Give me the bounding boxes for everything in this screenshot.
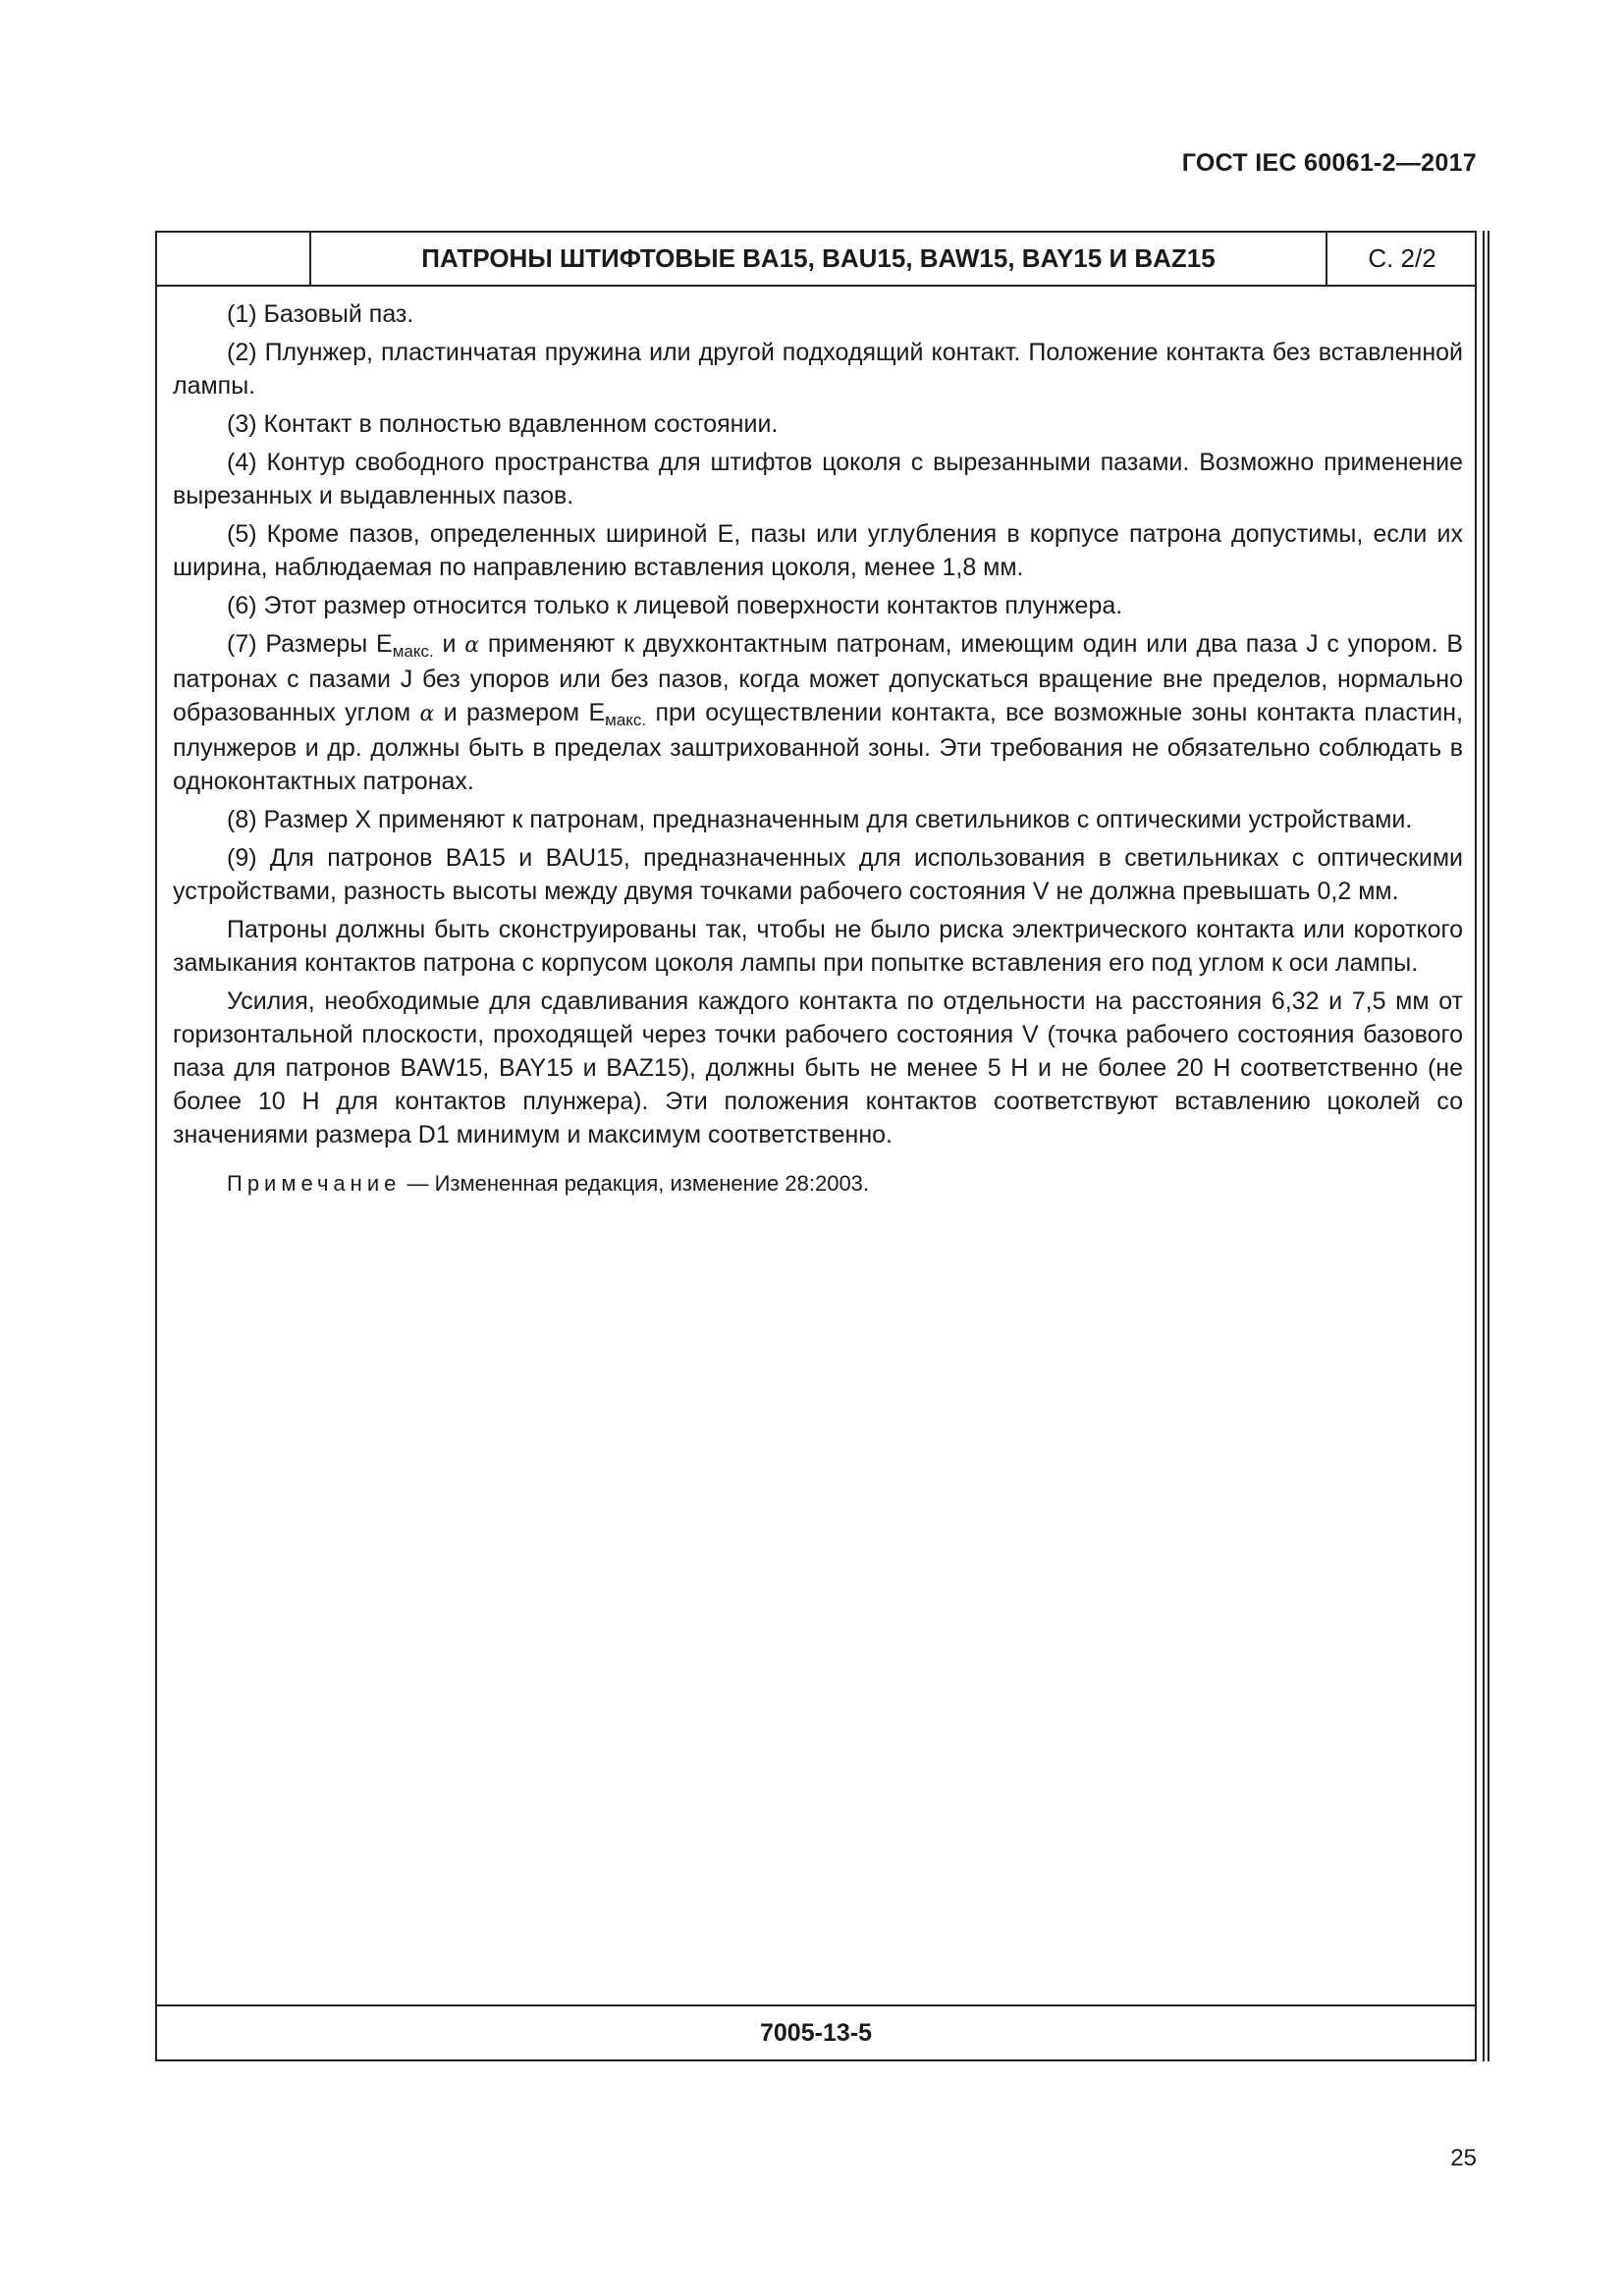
- alpha-symbol: α: [419, 702, 435, 726]
- p7-text-5: при осуществлении контакта, все возможные зоны контакта пластин, плунжеров и др. должны быть в пределах заштрихованной зоны. Эти требования не обязательно соблюдать в одноконтактных патронах.: [173, 699, 1463, 795]
- paragraph-3: (3) Контакт в полностью вдавленном состоянии.: [227, 410, 779, 438]
- note: [173, 1167, 1463, 1201]
- alpha-symbol: α: [464, 633, 480, 658]
- paragraph-2: (2) Плунжер, пластинчатая пружина или другой подходящий контакт. Положение контакта без вставленной лампы.: [173, 339, 1463, 400]
- sheet-body: [173, 297, 1463, 1201]
- document-code: ГОСТ IEC 60061-2—2017: [1181, 149, 1477, 177]
- sheet-edge-line: [1483, 231, 1485, 2061]
- paragraph-1: (1) Базовый паз.: [227, 300, 414, 328]
- page-number: 25: [1450, 2145, 1477, 2171]
- paragraph-10: Патроны должны быть сконструированы так, чтобы не было риска электрического контакта или короткого замыкания контактов патрона с корпусом цоколя лампы при попытке вставления его под углом к оси лампы.: [173, 916, 1463, 977]
- p7-text-4: и размером E: [434, 699, 606, 726]
- header-blank-cell: [157, 233, 311, 285]
- note-label: Примечание: [227, 1171, 402, 1196]
- sheet-title: ПАТРОНЫ ШТИФТОВЫЕ BA15, BAU15, BAW15, BAY15 И BAZ15: [311, 233, 1327, 285]
- note-text: — Измененная редакция, изменение 28:2003.: [401, 1171, 870, 1196]
- paragraph-5: (5) Кроме пазов, определенных шириной E, пазы или углубления в корпусе патрона допустимы, если их ширина, наблюдаемая по направлению вставления цоколя, менее 1,8 мм.: [173, 520, 1463, 581]
- standard-sheet: [155, 231, 1477, 2061]
- paragraph-9: (9) Для патронов BA15 и BAU15, предназначенных для использования в светильниках с оптическими устройствами, разность высоты между двумя точками рабочего состояния V не должна превышать 0,2 мм.: [173, 844, 1463, 905]
- paragraph-11: Усилия, необходимые для сдавливания каждого контакта по отдельности на расстояния 6,32 и 7,5 мм от горизонтальной плоскости, проходящей через точки рабочего состояния V (точка рабочего состояния базового паза для патронов BAW15, BAY15 и BAZ15), должны быть не менее 5 Н и не более 20 Н соответственно (не более 10 Н для контактов плунжера). Эти положения контактов соответствуют вставлению цоколей со значениями размера D1 минимум и максимум соответственно.: [173, 988, 1463, 1148]
- sheet-page-ref: С. 2/2: [1368, 243, 1436, 273]
- p7-text-3: применяют к двухконтактным патронам, имеющим один или два паза J с упором. В патронах с пазами J без упоров или без пазов, когда может допускаться вращение вне пределов, нормально образованных углом: [173, 630, 1464, 726]
- p7-subscript-2: макс.: [605, 711, 647, 729]
- sheet-footer-code: 7005-13-5: [157, 2004, 1475, 2059]
- p7-text-2: и: [433, 630, 465, 658]
- paragraph-7: [173, 627, 1463, 798]
- paragraph-4: (4) Контур свободного пространства для штифтов цоколя с вырезанными пазами. Возможно применение вырезанных и выдавленных пазов.: [173, 449, 1463, 509]
- paragraph-6: (6) Этот размер относится только к лицевой поверхности контактов плунжера.: [227, 592, 1123, 619]
- sheet-edge-line: [1488, 231, 1489, 2061]
- p7-subscript-1: макс.: [392, 642, 434, 661]
- sheet-header: [157, 233, 1475, 287]
- p7-text-1: (7) Размеры E: [227, 630, 393, 658]
- paragraph-8: (8) Размер X применяют к патронам, предназначенным для светильников с оптическими устройствами.: [227, 806, 1413, 833]
